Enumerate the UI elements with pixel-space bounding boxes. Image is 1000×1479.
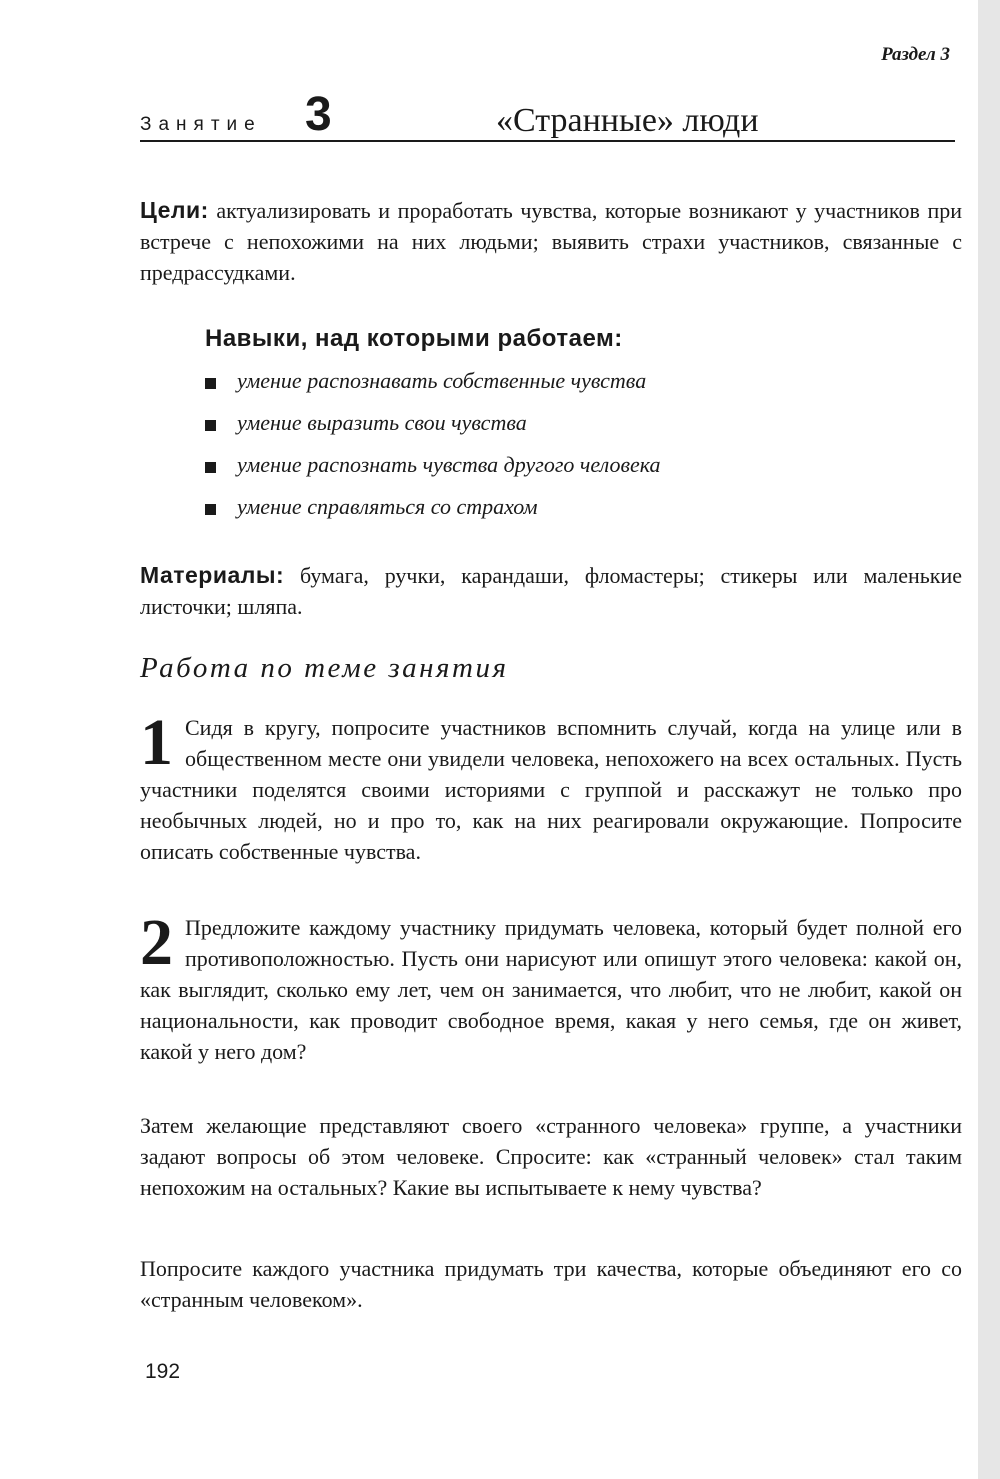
goals-label: Цели: <box>140 197 209 223</box>
skill-text: умение распознавать собственные чувства <box>237 368 647 393</box>
skills-list <box>205 366 661 534</box>
step-1 <box>140 706 962 867</box>
step-number: 1 <box>140 706 173 779</box>
skill-text: умение выразить свои чувства <box>237 410 527 435</box>
step-2 <box>140 906 962 1067</box>
skill-text: умение справляться со страхом <box>237 494 538 519</box>
materials-paragraph <box>140 560 962 622</box>
lesson-word: Занятие <box>140 114 262 135</box>
list-item <box>205 450 661 492</box>
page-edge-shadow <box>978 0 1000 1479</box>
list-item <box>205 366 661 408</box>
bullet-icon <box>205 504 216 515</box>
closing-paragraph: Попросите каждого участника придумать три качества, которые объединяют его со «странным человеком». <box>140 1256 962 1312</box>
skill-text: умение распознать чувства другого человека <box>237 452 661 477</box>
bullet-icon <box>205 462 216 473</box>
step-number: 2 <box>140 906 173 979</box>
lesson-title: «Странные» люди <box>496 102 759 139</box>
bullet-icon <box>205 378 216 389</box>
page-number: 192 <box>145 1360 181 1383</box>
goals-paragraph <box>140 195 962 288</box>
section-label: Раздел 3 <box>881 44 950 65</box>
step-text: Предложите каждому участнику придумать человека, который будет полной его противоположностью. Пусть они нарисуют или опишут этого человека: какой он, как выглядит, сколько ему лет, чем он занимается, что любит, что не любит, какой он национальности, как проводит свободное время, какая у него семья, где он живет, какой у него дом? <box>140 915 962 1064</box>
materials-text: бумага, ручки, карандаши, фломастеры; стикеры или маленькие листочки; шляпа. <box>140 563 962 619</box>
work-heading: Работа по теме занятия <box>140 652 509 684</box>
lesson-number: 3 <box>305 88 332 141</box>
list-item <box>205 492 661 534</box>
followup-paragraph: Затем желающие представляют своего «странного человека» группе, а участники задают вопросы об этом человеке. Спросите: как «странный человек» стал таким непохожим на остальных? Какие вы испытываете к нему чувства? <box>140 1113 962 1200</box>
lesson-header <box>140 88 955 142</box>
step-text: Сидя в кругу, попросите участников вспомнить случай, когда на улице или в общественном месте они увидели человека, непохожего на всех остальных. Пусть участники поделятся своими историями с группой и расскажут не только про необычных людей, но и про то, как на них реагировали окружающие. Попросите описать собственные чувства. <box>140 715 962 864</box>
goals-text: актуализировать и проработать чувства, которые возникают у участников при встрече с непохожими на них людьми; выявить страхи участников, связанные с предрассудками. <box>140 198 962 285</box>
materials-label: Материалы: <box>140 562 285 588</box>
bullet-icon <box>205 420 216 431</box>
skills-heading: Навыки, над которыми работаем: <box>205 325 623 352</box>
list-item <box>205 408 661 450</box>
